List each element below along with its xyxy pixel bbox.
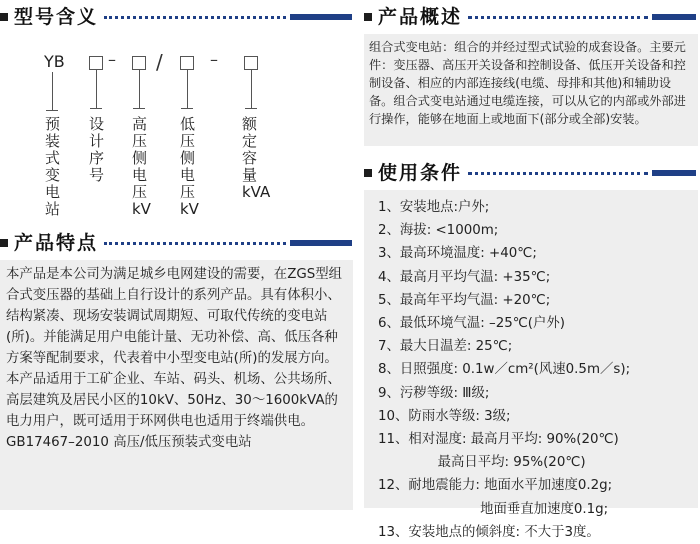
leader-line (187, 70, 188, 108)
conditions-list (378, 196, 696, 544)
capacity-box (244, 56, 258, 70)
condition-item: 10、防雨水等级: 3级; (378, 408, 511, 424)
model-meaning-header (0, 4, 355, 30)
condition-item: 2、海拔: <1000m; (378, 223, 499, 239)
section-title: 使用条件 (378, 162, 463, 184)
leader-tick (181, 108, 193, 109)
leader-line (251, 70, 252, 108)
leader-line (52, 72, 53, 110)
section-bullet-icon (0, 13, 8, 21)
label-prefab-substation: 预 装 式 变 电 站 (45, 115, 61, 218)
condition-item: 最高日平均: 95%(20℃) (378, 455, 586, 471)
condition-item: 9、污秽等级: Ⅲ级; (378, 385, 490, 401)
label-hv-voltage: 高 压 侧 电 压 kV (132, 115, 151, 218)
condition-item: 7、最大日温差: 25℃; (378, 339, 513, 355)
design-number-box (89, 56, 103, 70)
features-section (0, 228, 355, 510)
features-header (0, 230, 355, 256)
code-prefix: YB (44, 52, 65, 71)
section-title: 产品概述 (378, 6, 463, 28)
condition-item: 12、耐地震能力: 地面水平加速度0.2g; (378, 478, 613, 494)
header-solid-bar (290, 240, 352, 246)
features-paragraph: 本产品适用于工矿企业、车站、码头、机场、公共场所、高层建筑及居民小区的10kV、50Hz、30～1600kVA的电力用户，既可适用于环网供电也适用于终端供电。 (6, 372, 341, 429)
label-design-number: 设 计 序 号 (89, 115, 105, 184)
model-meaning-section (0, 0, 355, 220)
header-dotted-rule (468, 16, 648, 19)
leader-tick (90, 108, 102, 109)
features-standard: GB17467–2010 高压/低压预装式变电站 (6, 435, 252, 450)
condition-item: 地面垂直加速度0.1g; (378, 501, 609, 517)
condition-item: 11、相对湿度: 最高月平均: 90%(20℃) (378, 432, 619, 448)
header-solid-bar (290, 14, 352, 20)
section-bullet-icon (0, 239, 8, 247)
overview-text: 组合式变电站：组合的并经过型式试验的成套设备。主要元件：变压器、高压开关设备和控制设备、低压开关设备和控制设备、相应的内部连接线(电缆、母排和其他)和辅助设备。组合式变电站通过电缆连接，可以从它的内部或外部进行操作，能够在地面上或地面下(部分或全部)安装。 (369, 40, 686, 126)
features-paragraph: 本产品是本公司为满足城乡电网建设的需要，在ZGS型组合式变压器的基础上自行设计的系列产品。具有体积小、结构紧凑、现场安装调试周期短、可取代传统的变电站(所)。并能满足用户电能计量、无功补偿、高、低压各种方案等配制要求，代表着中小型变电站(所)的发展方向。 (6, 267, 343, 366)
leader-line (96, 70, 97, 108)
section-title: 产品特点 (14, 232, 99, 254)
condition-item: 3、最高环境温度: +40℃; (378, 246, 537, 262)
conditions-header (364, 160, 700, 186)
condition-item: 13、安装地点的倾斜度: 不大于3度。 (378, 524, 600, 540)
header-dotted-rule (104, 242, 286, 245)
conditions-section (364, 158, 700, 540)
hv-voltage-box (132, 56, 146, 70)
label-rated-capacity: 额 定 容 量 kVA (242, 115, 271, 201)
condition-item: 4、最高月平均气温: +35℃; (378, 269, 551, 285)
header-solid-bar (652, 14, 696, 20)
section-bullet-icon (364, 13, 372, 21)
header-dotted-rule (468, 172, 648, 175)
leader-tick (245, 108, 257, 109)
header-dotted-rule (104, 16, 286, 19)
section-bullet-icon (364, 169, 372, 177)
header-solid-bar (652, 170, 696, 176)
lv-voltage-box (180, 56, 194, 70)
leader-tick (133, 108, 145, 109)
condition-item: 6、最低环境气温: –25℃(户外) (378, 316, 566, 332)
label-lv-voltage: 低 压 侧 电 压 kV (180, 115, 199, 218)
condition-item: 8、日照强度: 0.1w／cm²(风速0.5m／s); (378, 362, 631, 378)
condition-item: 1、安装地点:户外; (378, 200, 490, 215)
section-title: 型号含义 (14, 6, 99, 28)
leader-tick (46, 110, 58, 111)
leader-line (139, 70, 140, 108)
code-dash: – (210, 50, 218, 69)
overview-section (364, 0, 700, 152)
overview-header (364, 4, 700, 30)
code-slash: / (156, 50, 163, 74)
condition-item: 5、最高年平均气温: +20℃; (378, 292, 551, 308)
code-dash: – (108, 50, 116, 69)
